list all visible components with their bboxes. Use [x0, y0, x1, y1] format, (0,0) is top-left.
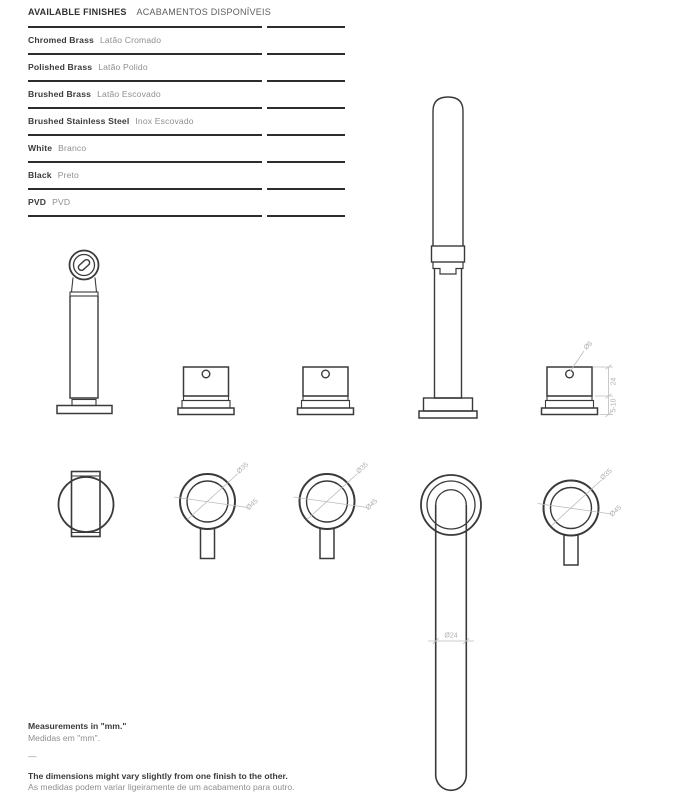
dim-label-handle-height: 24 — [610, 377, 618, 386]
finish-name-en: Brushed Brass — [28, 88, 92, 99]
finish-name-pt: Inox Escovado — [135, 115, 194, 126]
hand-shower-top-drawing — [59, 472, 114, 537]
dim-label-outer-diameter: Ø45 — [608, 504, 624, 519]
finish-name-en: Polished Brass — [28, 61, 93, 72]
dim-label-handle-base: 5-10 — [610, 398, 618, 413]
finish-name-pt: Branco — [58, 142, 87, 153]
dim-label-outer-diameter: Ø45 — [364, 497, 380, 512]
handle-side-drawing-dimensioned — [542, 367, 598, 415]
handle-top-drawing-3 — [544, 481, 599, 566]
footer-notes — [28, 721, 295, 794]
hand-shower-side-drawing — [57, 251, 112, 414]
dim-label-cap-diameter: Ø35 — [355, 461, 370, 476]
variation-note-pt: As medidas podem variar ligeiramente de um acabamento para outro. — [28, 782, 295, 792]
handle-top-drawing-1 — [180, 474, 235, 559]
spout-tube-dimension — [428, 633, 474, 645]
spout-side-drawing — [419, 97, 477, 418]
finish-name-pt: Latão Polido — [98, 61, 148, 72]
handle-top-drawing-2 — [300, 474, 355, 559]
dim-label-outer-diameter: Ø45 — [245, 497, 260, 512]
dim-label-cap-diameter: Ø35 — [235, 461, 251, 476]
finish-name-pt: Latão Cromado — [99, 34, 162, 45]
finish-name-pt: PVD — [52, 196, 71, 207]
handle-top-1-dimensions — [174, 461, 260, 519]
footer-divider: — — [28, 751, 37, 761]
finish-name-en: White — [28, 142, 53, 153]
measurements-note-pt: Medidas em "mm". — [28, 732, 101, 743]
handle-top-3-dimensions — [538, 468, 624, 526]
finish-name-pt: Preto — [57, 169, 79, 180]
dim-label-tube-diameter: Ø24 — [444, 632, 458, 640]
variation-note-en: The dimensions might vary slightly from one finish to the other. — [28, 770, 288, 781]
finish-name-en: Black — [28, 169, 52, 180]
page-title-pt: ACABAMENTOS DISPONÍVEIS — [136, 7, 272, 17]
finish-name-pt: Latão Escovado — [97, 88, 161, 99]
finish-name-en: Chromed Brass — [28, 34, 94, 45]
finish-name-en: Brushed Stainless Steel — [28, 115, 130, 126]
finish-name-en: PVD — [28, 196, 47, 207]
handle-side-drawing-1 — [178, 367, 234, 415]
dim-label-handle-hole: Ø6 — [582, 340, 595, 352]
measurements-note-en: Measurements in "mm." — [28, 721, 127, 731]
handle-top-2-dimensions — [294, 461, 380, 519]
dim-label-cap-diameter: Ø35 — [599, 467, 614, 482]
page-title-en: AVAILABLE FINISHES — [28, 7, 127, 17]
handle-side-drawing-2 — [298, 367, 354, 415]
